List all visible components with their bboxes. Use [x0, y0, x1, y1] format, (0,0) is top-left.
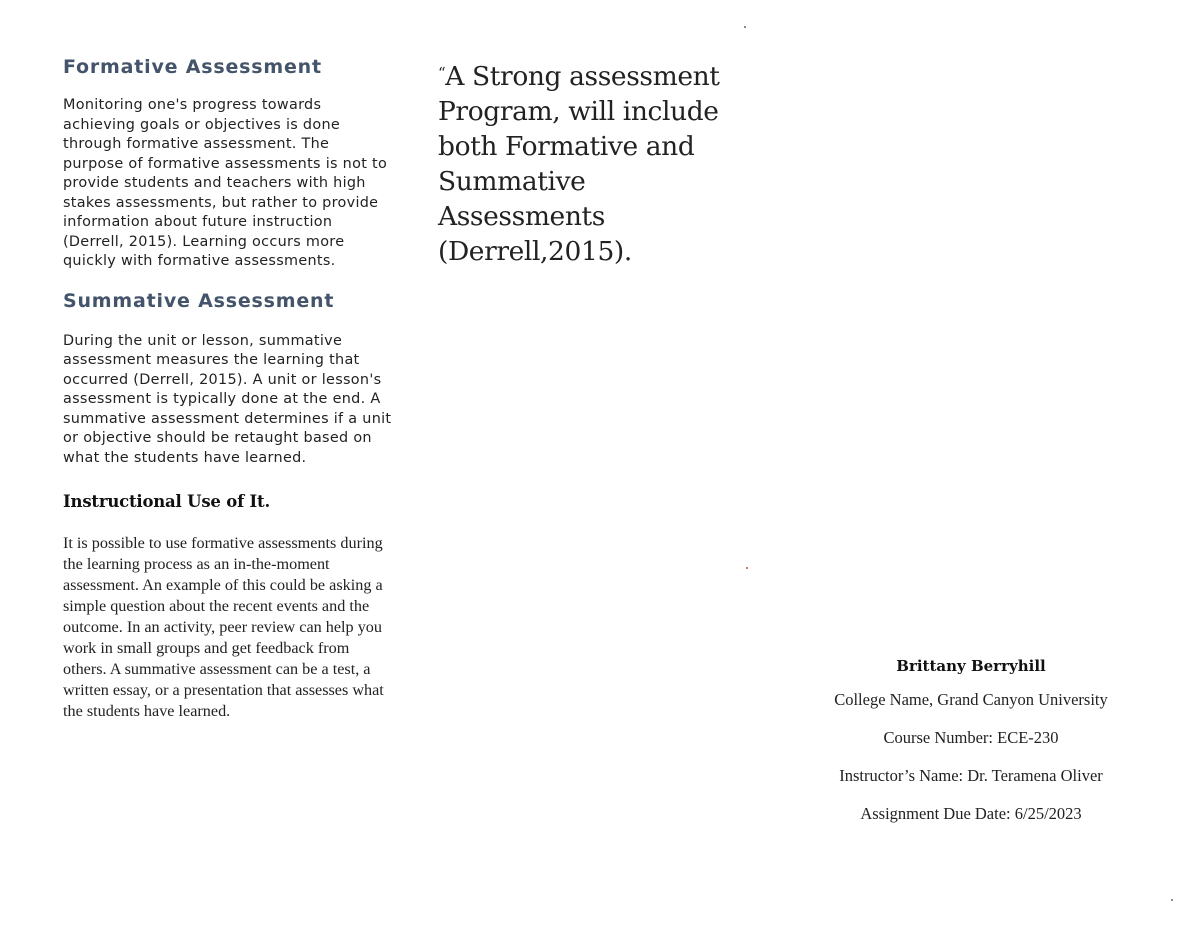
pull-quote [438, 56, 758, 269]
cover-info-panel [790, 657, 1152, 842]
ink-speck [746, 567, 748, 569]
course-number: Course Number: ECE-230 [883, 728, 1059, 747]
formative-paragraph: Monitoring one's progress towards achieving goals or objectives is done through formative assessment. The purpose of formative assessments is not to provide students and teachers with high stakes assessments, but rather to provide information about future instruction (Derrell, 2015). Learning occurs more quickly with formative assessments. [63, 97, 388, 269]
instructional-paragraph: It is possible to use formative assessments during the learning process as an in-the-moment assessment. An example of this could be asking a simple question about the recent events and the outcome. In an activity, peer review can help you work in small groups and get feedback from others. A summative assessment can be a test, a written essay, or a presentation that assesses what the students have learned. [63, 534, 384, 720]
instructor-name: Instructor’s Name: Dr. Teramena Oliver [839, 766, 1103, 785]
author-name: Brittany Berryhill [896, 657, 1046, 675]
pull-quote-text: A Strong assessment Program, will include both Formative and Summative Assessments (Derrell,2015). [438, 61, 720, 267]
ink-speck [1171, 899, 1173, 901]
ink-speck [744, 26, 746, 28]
instructional-heading: Instructional Use of It. [63, 492, 271, 511]
left-panel [63, 56, 393, 722]
summative-paragraph: During the unit or lesson, summative assessment measures the learning that occurred (Derrell, 2015). A unit or lesson's assessment is typically done at the end. A summative assessment determines if a unit or objective should be retaught based on what the students have learned. [63, 332, 392, 466]
due-date: Assignment Due Date: 6/25/2023 [860, 804, 1082, 823]
college-name: College Name, Grand Canyon University [834, 690, 1108, 709]
formative-heading: Formative Assessment [63, 56, 322, 78]
summative-heading: Summative Assessment [63, 289, 335, 312]
open-quote-mark: “ [438, 64, 446, 82]
